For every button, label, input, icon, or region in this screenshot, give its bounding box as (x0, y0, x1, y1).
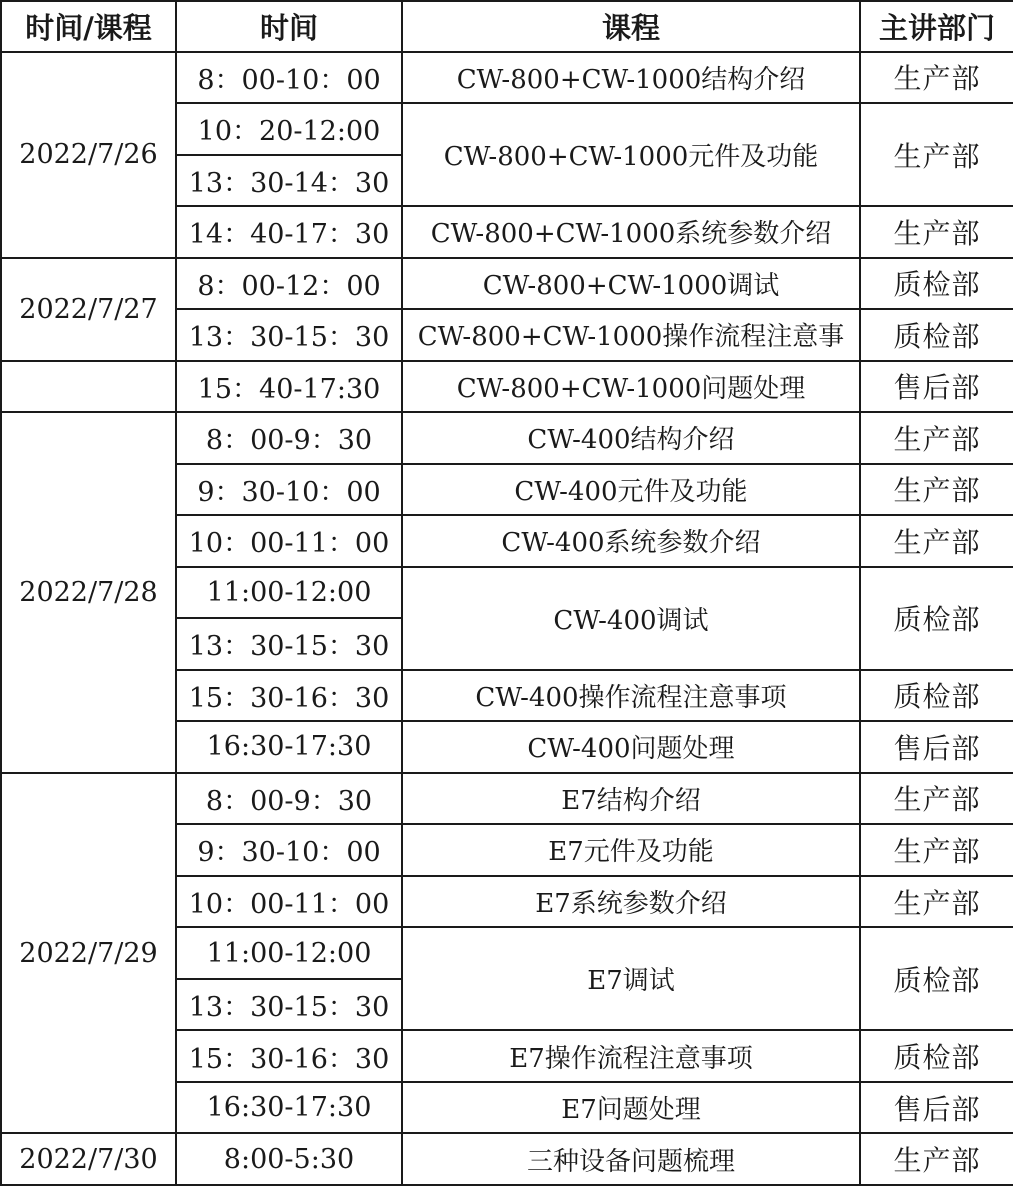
department-cell: 质检部 (860, 309, 1013, 361)
course-cell: CW-800+CW-1000系统参数介绍 (402, 206, 860, 258)
date-cell: 2022/7/28 (1, 412, 176, 773)
course-cell: CW-400问题处理 (402, 721, 860, 773)
time-cell: 8：00-9：30 (176, 773, 402, 825)
course-cell: CW-800+CW-1000结构介绍 (402, 52, 860, 104)
time-cell: 10：00-11：00 (176, 515, 402, 567)
date-cell: 2022/7/27 (1, 258, 176, 361)
course-cell: CW-800+CW-1000元件及功能 (402, 103, 860, 206)
table-row (1, 361, 1013, 413)
course-cell: CW-400调试 (402, 567, 860, 670)
header-department: 主讲部门 (860, 1, 1013, 52)
course-cell: E7结构介绍 (402, 773, 860, 825)
date-cell (1, 361, 176, 413)
time-cell: 15：30-16：30 (176, 670, 402, 722)
course-cell: CW-400元件及功能 (402, 464, 860, 516)
header-row (1, 1, 1013, 52)
course-cell: E7问题处理 (402, 1082, 860, 1134)
course-cell: CW-400操作流程注意事项 (402, 670, 860, 722)
department-cell: 售后部 (860, 361, 1013, 413)
time-cell: 13：30-15：30 (176, 618, 402, 670)
department-cell: 生产部 (860, 52, 1013, 104)
course-cell: CW-800+CW-1000调试 (402, 258, 860, 310)
course-cell: CW-800+CW-1000操作流程注意事 (402, 309, 860, 361)
date-cell: 2022/7/26 (1, 52, 176, 258)
course-cell: CW-400系统参数介绍 (402, 515, 860, 567)
header-time: 时间 (176, 1, 402, 52)
course-cell: CW-800+CW-1000问题处理 (402, 361, 860, 413)
department-cell: 生产部 (860, 1133, 1013, 1185)
department-cell: 生产部 (860, 876, 1013, 928)
time-cell: 10：00-11：00 (176, 876, 402, 928)
department-cell: 售后部 (860, 1082, 1013, 1134)
course-cell: CW-400结构介绍 (402, 412, 860, 464)
table-row (1, 258, 1013, 310)
course-cell: E7操作流程注意事项 (402, 1030, 860, 1082)
table-row (1, 52, 1013, 104)
header-course: 课程 (402, 1, 860, 52)
department-cell: 质检部 (860, 567, 1013, 670)
table-row (1, 773, 1013, 825)
time-cell: 11:00-12:00 (176, 927, 402, 979)
department-cell: 质检部 (860, 1030, 1013, 1082)
department-cell: 生产部 (860, 464, 1013, 516)
department-cell: 生产部 (860, 206, 1013, 258)
course-cell: E7系统参数介绍 (402, 876, 860, 928)
time-cell: 15：30-16：30 (176, 1030, 402, 1082)
department-cell: 生产部 (860, 824, 1013, 876)
time-cell: 14：40-17：30 (176, 206, 402, 258)
time-cell: 8：00-9：30 (176, 412, 402, 464)
date-cell: 2022/7/30 (1, 1133, 176, 1185)
time-cell: 16:30-17:30 (176, 721, 402, 773)
date-cell: 2022/7/29 (1, 773, 176, 1134)
time-cell: 11:00-12:00 (176, 567, 402, 619)
time-cell: 10：20-12:00 (176, 103, 402, 155)
course-cell: E7调试 (402, 927, 860, 1030)
department-cell: 质检部 (860, 927, 1013, 1030)
time-cell: 8：00-10：00 (176, 52, 402, 104)
department-cell: 生产部 (860, 515, 1013, 567)
department-cell: 生产部 (860, 773, 1013, 825)
time-cell: 13：30-14：30 (176, 155, 402, 207)
time-cell: 9：30-10：00 (176, 464, 402, 516)
department-cell: 质检部 (860, 670, 1013, 722)
department-cell: 生产部 (860, 103, 1013, 206)
time-cell: 8：00-12：00 (176, 258, 402, 310)
department-cell: 生产部 (860, 412, 1013, 464)
time-cell: 15：40-17:30 (176, 361, 402, 413)
time-cell: 8:00-5:30 (176, 1133, 402, 1185)
table-row (1, 412, 1013, 464)
time-cell: 16:30-17:30 (176, 1082, 402, 1134)
course-cell: E7元件及功能 (402, 824, 860, 876)
header-date-course: 时间/课程 (1, 1, 176, 52)
time-cell: 13：30-15：30 (176, 309, 402, 361)
course-cell: 三种设备问题梳理 (402, 1133, 860, 1185)
department-cell: 质检部 (860, 258, 1013, 310)
table-row (1, 1133, 1013, 1185)
time-cell: 13：30-15：30 (176, 979, 402, 1031)
time-cell: 9：30-10：00 (176, 824, 402, 876)
department-cell: 售后部 (860, 721, 1013, 773)
